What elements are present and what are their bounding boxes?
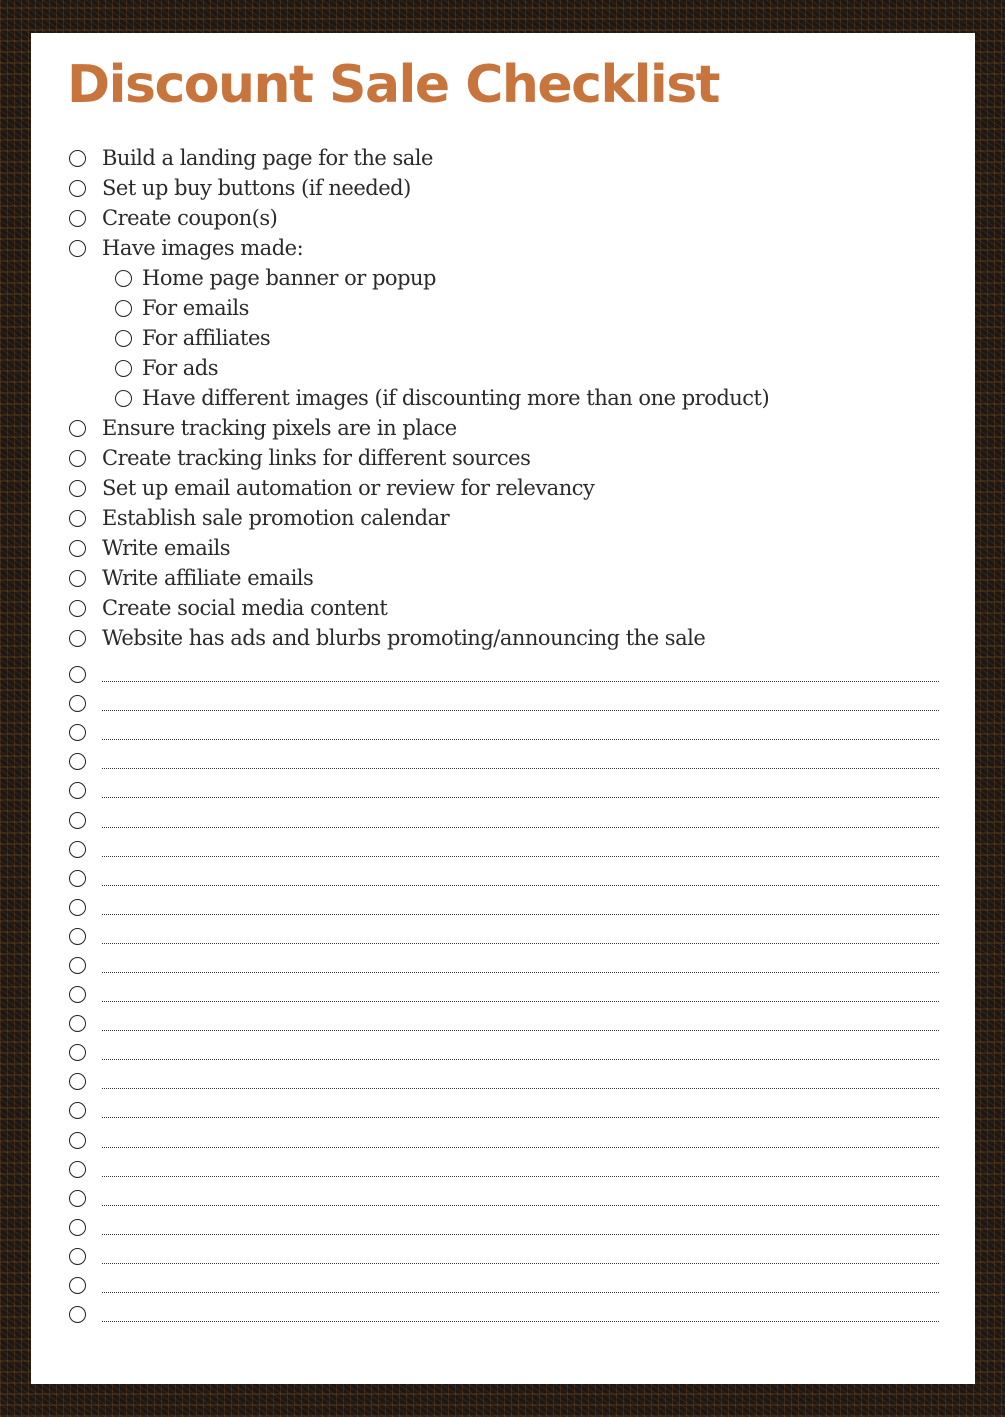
checklist-item[interactable] <box>69 563 949 593</box>
checklist-item-label: Website has ads and blurbs promoting/announcing the sale <box>102 626 706 650</box>
dotted-write-in-line[interactable] <box>102 1047 939 1060</box>
dotted-write-in-line[interactable] <box>102 815 939 828</box>
checkbox-circle-icon[interactable] <box>69 870 86 887</box>
checkbox-circle-icon[interactable] <box>69 630 86 647</box>
checkbox-circle-icon[interactable] <box>69 1161 86 1178</box>
checkbox-circle-icon[interactable] <box>69 1190 86 1207</box>
checkbox-circle-icon[interactable] <box>115 330 132 347</box>
checkbox-circle-icon[interactable] <box>69 986 86 1003</box>
checklist-item[interactable] <box>69 443 949 473</box>
blank-checklist-row[interactable] <box>69 864 939 893</box>
dotted-write-in-line[interactable] <box>102 844 939 857</box>
blank-checklist-row[interactable] <box>69 1155 939 1184</box>
checklist-item[interactable] <box>69 503 949 533</box>
blank-checklist-row[interactable] <box>69 980 939 1009</box>
dotted-write-in-line[interactable] <box>102 785 939 798</box>
checkbox-circle-icon[interactable] <box>69 570 86 587</box>
checkbox-circle-icon[interactable] <box>69 150 86 167</box>
checklist <box>69 143 949 653</box>
dotted-write-in-line[interactable] <box>102 873 939 886</box>
checklist-subitem[interactable] <box>69 293 949 323</box>
dotted-write-in-line[interactable] <box>102 727 939 740</box>
checklist-item-label: Write affiliate emails <box>102 566 314 590</box>
checkbox-circle-icon[interactable] <box>69 480 86 497</box>
checkbox-circle-icon[interactable] <box>69 812 86 829</box>
checklist-item-label: Establish sale promotion calendar <box>102 506 450 530</box>
checklist-item-label: Create coupon(s) <box>102 206 278 230</box>
checklist-item-label: Have images made: <box>102 236 304 260</box>
checklist-item[interactable] <box>69 593 949 623</box>
dotted-write-in-line[interactable] <box>102 902 939 915</box>
blank-checklist-row[interactable] <box>69 805 939 834</box>
checkbox-circle-icon[interactable] <box>69 1102 86 1119</box>
checkbox-circle-icon[interactable] <box>69 510 86 527</box>
checkbox-circle-icon[interactable] <box>69 210 86 227</box>
checklist-item-label: Home page banner or popup <box>142 266 436 290</box>
checkbox-circle-icon[interactable] <box>69 240 86 257</box>
dotted-write-in-line[interactable] <box>102 1164 939 1177</box>
checkbox-circle-icon[interactable] <box>69 928 86 945</box>
dotted-write-in-line[interactable] <box>102 698 939 711</box>
checkbox-circle-icon[interactable] <box>69 1132 86 1149</box>
checklist-item[interactable] <box>69 233 949 263</box>
blank-checklist-row[interactable] <box>69 1300 939 1329</box>
checkbox-circle-icon[interactable] <box>69 1248 86 1265</box>
checkbox-circle-icon[interactable] <box>69 450 86 467</box>
checklist-item[interactable] <box>69 413 949 443</box>
checklist-item-label: For affiliates <box>142 326 271 350</box>
blank-checklist-row[interactable] <box>69 718 939 747</box>
page-title: Discount Sale Checklist <box>67 55 720 115</box>
dotted-write-in-line[interactable] <box>102 1251 939 1264</box>
checklist-subitem[interactable] <box>69 383 949 413</box>
checkbox-circle-icon[interactable] <box>69 1219 86 1236</box>
checkbox-circle-icon[interactable] <box>69 899 86 916</box>
blank-checklist-row[interactable] <box>69 776 939 805</box>
checkbox-circle-icon[interactable] <box>69 1277 86 1294</box>
blank-checklist-lines <box>69 660 939 1329</box>
dotted-write-in-line[interactable] <box>102 756 939 769</box>
checkbox-circle-icon[interactable] <box>69 753 86 770</box>
blank-checklist-row[interactable] <box>69 1271 939 1300</box>
checkbox-circle-icon[interactable] <box>69 724 86 741</box>
dotted-write-in-line[interactable] <box>102 1280 939 1293</box>
checkbox-circle-icon[interactable] <box>69 1015 86 1032</box>
checklist-item-label: Create tracking links for different sources <box>102 446 531 470</box>
checklist-item[interactable] <box>69 533 949 563</box>
checklist-item-label: Have different images (if discounting more than one product) <box>142 386 770 410</box>
checklist-item-label: Ensure tracking pixels are in place <box>102 416 457 440</box>
dotted-write-in-line[interactable] <box>102 669 939 682</box>
checkbox-circle-icon[interactable] <box>69 957 86 974</box>
dotted-write-in-line[interactable] <box>102 1193 939 1206</box>
checklist-subitem[interactable] <box>69 353 949 383</box>
checkbox-circle-icon[interactable] <box>115 270 132 287</box>
blank-checklist-row[interactable] <box>69 747 939 776</box>
blank-checklist-row[interactable] <box>69 893 939 922</box>
checklist-item[interactable] <box>69 623 949 653</box>
blank-checklist-row[interactable] <box>69 1126 939 1155</box>
dotted-write-in-line[interactable] <box>102 1309 939 1322</box>
blank-checklist-row[interactable] <box>69 689 939 718</box>
blank-checklist-row[interactable] <box>69 951 939 980</box>
checklist-item-label: Build a landing page for the sale <box>102 146 433 170</box>
checklist-item[interactable] <box>69 143 949 173</box>
blank-checklist-row[interactable] <box>69 660 939 689</box>
checklist-item-label: Create social media content <box>102 596 388 620</box>
dotted-write-in-line[interactable] <box>102 1018 939 1031</box>
checklist-subitem[interactable] <box>69 323 949 353</box>
blank-checklist-row[interactable] <box>69 1096 939 1125</box>
checklist-item-label: Write emails <box>102 536 231 560</box>
blank-checklist-row[interactable] <box>69 1038 939 1067</box>
blank-checklist-row[interactable] <box>69 835 939 864</box>
blank-checklist-row[interactable] <box>69 1213 939 1242</box>
dotted-write-in-line[interactable] <box>102 1135 939 1148</box>
dotted-write-in-line[interactable] <box>102 1076 939 1089</box>
checkbox-circle-icon[interactable] <box>69 180 86 197</box>
blank-checklist-row[interactable] <box>69 1067 939 1096</box>
checklist-item[interactable] <box>69 203 949 233</box>
checkbox-circle-icon[interactable] <box>69 695 86 712</box>
checklist-subitem[interactable] <box>69 263 949 293</box>
checkbox-circle-icon[interactable] <box>69 1044 86 1061</box>
checkbox-circle-icon[interactable] <box>69 841 86 858</box>
checkbox-circle-icon[interactable] <box>115 390 132 407</box>
dotted-write-in-line[interactable] <box>102 931 939 944</box>
checkbox-circle-icon[interactable] <box>69 666 86 683</box>
checklist-item[interactable] <box>69 173 949 203</box>
checkbox-circle-icon[interactable] <box>69 1306 86 1323</box>
dotted-write-in-line[interactable] <box>102 1222 939 1235</box>
checkbox-circle-icon[interactable] <box>69 1073 86 1090</box>
dotted-write-in-line[interactable] <box>102 1105 939 1118</box>
blank-checklist-row[interactable] <box>69 1242 939 1271</box>
checkbox-circle-icon[interactable] <box>69 420 86 437</box>
checklist-sheet <box>31 33 975 1384</box>
checkbox-circle-icon[interactable] <box>69 782 86 799</box>
dotted-write-in-line[interactable] <box>102 989 939 1002</box>
blank-checklist-row[interactable] <box>69 922 939 951</box>
checklist-item-label: For ads <box>142 356 219 380</box>
blank-checklist-row[interactable] <box>69 1009 939 1038</box>
dotted-write-in-line[interactable] <box>102 960 939 973</box>
blank-checklist-row[interactable] <box>69 1184 939 1213</box>
checklist-item-label: For emails <box>142 296 249 320</box>
checklist-item[interactable] <box>69 473 949 503</box>
checkbox-circle-icon[interactable] <box>69 600 86 617</box>
checklist-item-label: Set up buy buttons (if needed) <box>102 176 411 200</box>
checkbox-circle-icon[interactable] <box>69 540 86 557</box>
checkbox-circle-icon[interactable] <box>115 360 132 377</box>
checklist-item-label: Set up email automation or review for relevancy <box>102 476 595 500</box>
checkbox-circle-icon[interactable] <box>115 300 132 317</box>
